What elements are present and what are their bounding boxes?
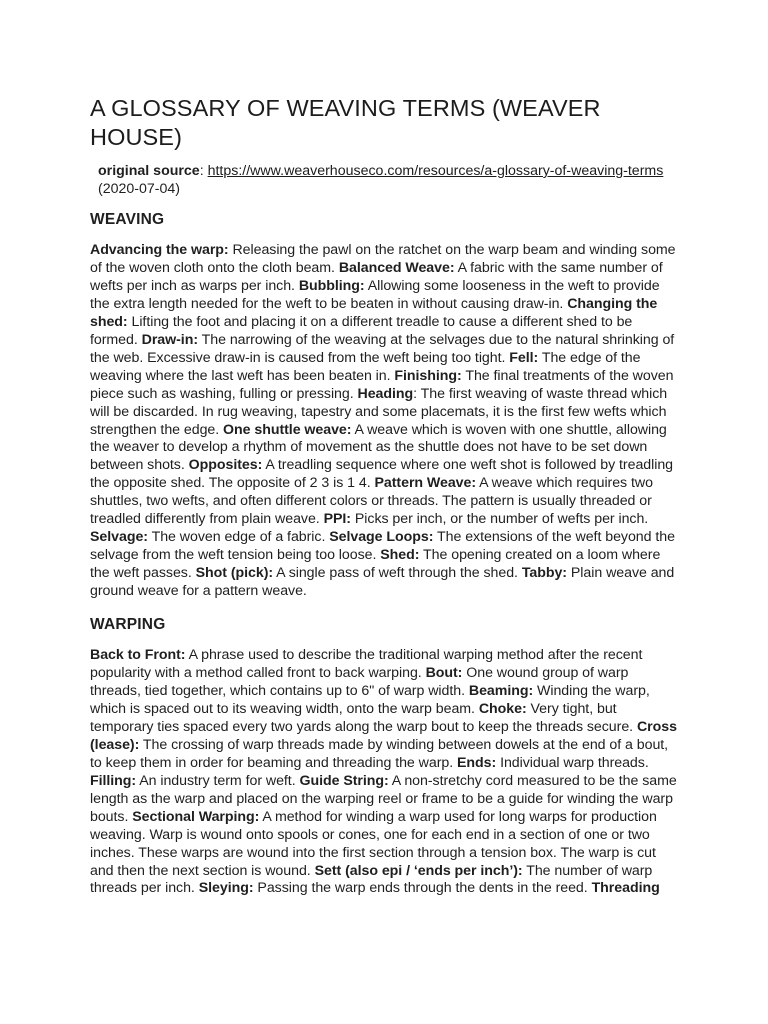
glossary-term: Back to Front:	[90, 647, 186, 664]
glossary-definition: The extensions of the weft beyond the selvage from the weft tension being too loose.	[90, 529, 675, 564]
glossary-definition: A fabric with the same number of wefts per inch as warps per inch.	[90, 259, 663, 294]
glossary-term: Guide String:	[299, 772, 389, 789]
glossary-definition: A method for winding a warp used for long warps for production weaving. Warp is wound onto spools or cones, one for each end in a section of one or two inches. These warps are wound into the first section through a tension box. The warp is cut and then the next section is wound.	[90, 808, 657, 879]
glossary-definition: The woven edge of a fabric.	[147, 529, 330, 546]
glossary-definition: Individual warp threads.	[496, 754, 649, 771]
glossary-definition: Picks per inch, or the number of wefts per inch.	[351, 511, 649, 528]
glossary-definition: Winding the warp, which is spaced out to its weaving width, onto the warp beam.	[90, 682, 650, 717]
glossary-term: Balanced Weave:	[338, 259, 455, 276]
glossary-term: Fell:	[509, 349, 539, 366]
glossary-definition: An industry term for weft.	[136, 772, 300, 789]
glossary-definition: The narrowing of the weaving at the selvages due to the natural shrinking of the web. Excessive draw-in is caused from the weft being too tight.	[90, 331, 675, 366]
glossary-definition: The edge of the weaving where the last weft has been beaten in.	[90, 349, 641, 384]
glossary-definition: One wound group of warp threads, tied together, which contains up to 6" of warp width.	[90, 665, 629, 699]
glossary-term: Bout:	[425, 665, 463, 682]
glossary-term: Advancing the warp:	[90, 242, 229, 258]
glossary-definition: A treadling sequence where one weft shot is followed by treadling the opposite shed. The opposite of 2 3 is 1 4.	[90, 457, 674, 492]
glossary-term: Changing the shed:	[90, 295, 658, 330]
source-line	[90, 162, 680, 198]
glossary-term: Sleying:	[198, 880, 254, 897]
glossary-term: Opposites:	[188, 457, 263, 474]
page-title: A GLOSSARY OF WEAVING TERMS (WEAVER HOUSE)	[90, 95, 601, 150]
glossary-definition: Lifting the foot and placing it on a different treadle to cause a different shed to be formed.	[90, 313, 633, 348]
glossary-term: Finishing:	[394, 367, 462, 384]
glossary-definition: The crossing of warp threads made by winding between dowels at the end of a bout, to keep them in order for beaming and threading the warp.	[90, 736, 669, 771]
glossary-term: Pattern Weave:	[374, 475, 477, 492]
glossary-term: Ends:	[457, 754, 497, 771]
glossary-term: Selvage Loops:	[329, 529, 434, 546]
glossary-definition: The opening created on a loom where the weft passes.	[90, 547, 661, 582]
weaving-glossary-paragraph	[90, 242, 680, 601]
glossary-term: One shuttle weave:	[223, 421, 352, 438]
glossary-definition: Allowing some looseness in the weft to provide the extra length needed for the weft to be beaten in without causing draw-in.	[90, 277, 660, 312]
section-heading-weaving: WEAVING	[90, 211, 165, 228]
glossary-definition: A weave which is woven with one shuttle, allowing the weaver to develop a rhythm of movement as the shuttle does not have to be set down between shots.	[90, 421, 667, 474]
glossary-term: Bubbling:	[298, 277, 365, 294]
glossary-definition: Very tight, but temporary ties spaced every two yards along the warp bout to keep the threads secure.	[90, 700, 637, 735]
glossary-term: Cross (lease):	[90, 718, 677, 753]
glossary-term: Sectional Warping:	[132, 808, 260, 825]
glossary-term: Tabby:	[521, 565, 567, 582]
glossary-term: Sett (also epi / ‘ends per inch’):	[314, 862, 523, 879]
glossary-definition: The number of warp threads per inch.	[90, 862, 653, 897]
glossary-term: Draw-in:	[141, 331, 198, 348]
glossary-definition: The final treatments of the woven piece such as washing, fulling or pressing.	[90, 367, 674, 402]
glossary-definition: A weave which requires two shuttles, two wefts, and often different colors or threads. The pattern is usually threaded or treadled differently from plain weave.	[90, 475, 653, 528]
glossary-term: Filling:	[90, 772, 137, 789]
glossary-definition: Releasing the pawl on the ratchet on the warp beam and winding some of the woven cloth onto the cloth beam.	[90, 242, 676, 276]
section-heading-warping: WARPING	[90, 616, 166, 634]
glossary-term: Threading	[591, 880, 660, 897]
glossary-definition: Plain weave and ground weave for a pattern weave.	[90, 565, 675, 600]
glossary-definition: Passing the warp ends through the dents in the reed.	[253, 880, 592, 897]
warping-glossary-paragraph	[90, 647, 680, 898]
source-date: (2020-07-04)	[98, 181, 181, 197]
glossary-definition: A phrase used to describe the traditional warping method after the recent popularity with a method called front to back warping.	[90, 647, 643, 682]
glossary-definition: : The first weaving of waste thread which will be discarded. In rug weaving, tapestry and some placemats, it is the first few wefts which strengthen the edge.	[90, 385, 668, 438]
source-link[interactable]: https://www.weaverhouseco.com/resources/a-glossary-of-weaving-terms	[207, 163, 664, 179]
source-separator: :	[199, 163, 208, 179]
glossary-term: PPI:	[323, 511, 351, 528]
glossary-term: Heading	[357, 385, 414, 402]
glossary-term: Choke:	[478, 700, 527, 717]
glossary-term: Shot (pick):	[195, 565, 274, 582]
source-label: original source	[98, 163, 200, 179]
glossary-definition: A single pass of weft through the shed.	[273, 565, 522, 582]
glossary-term: Shed:	[380, 547, 420, 564]
glossary-term: Selvage:	[90, 529, 148, 546]
glossary-term: Beaming:	[468, 682, 534, 699]
glossary-definition: A non-stretchy cord measured to be the same length as the warp and placed on the warping reel or frame to be a guide for winding the warp bouts.	[90, 772, 677, 825]
